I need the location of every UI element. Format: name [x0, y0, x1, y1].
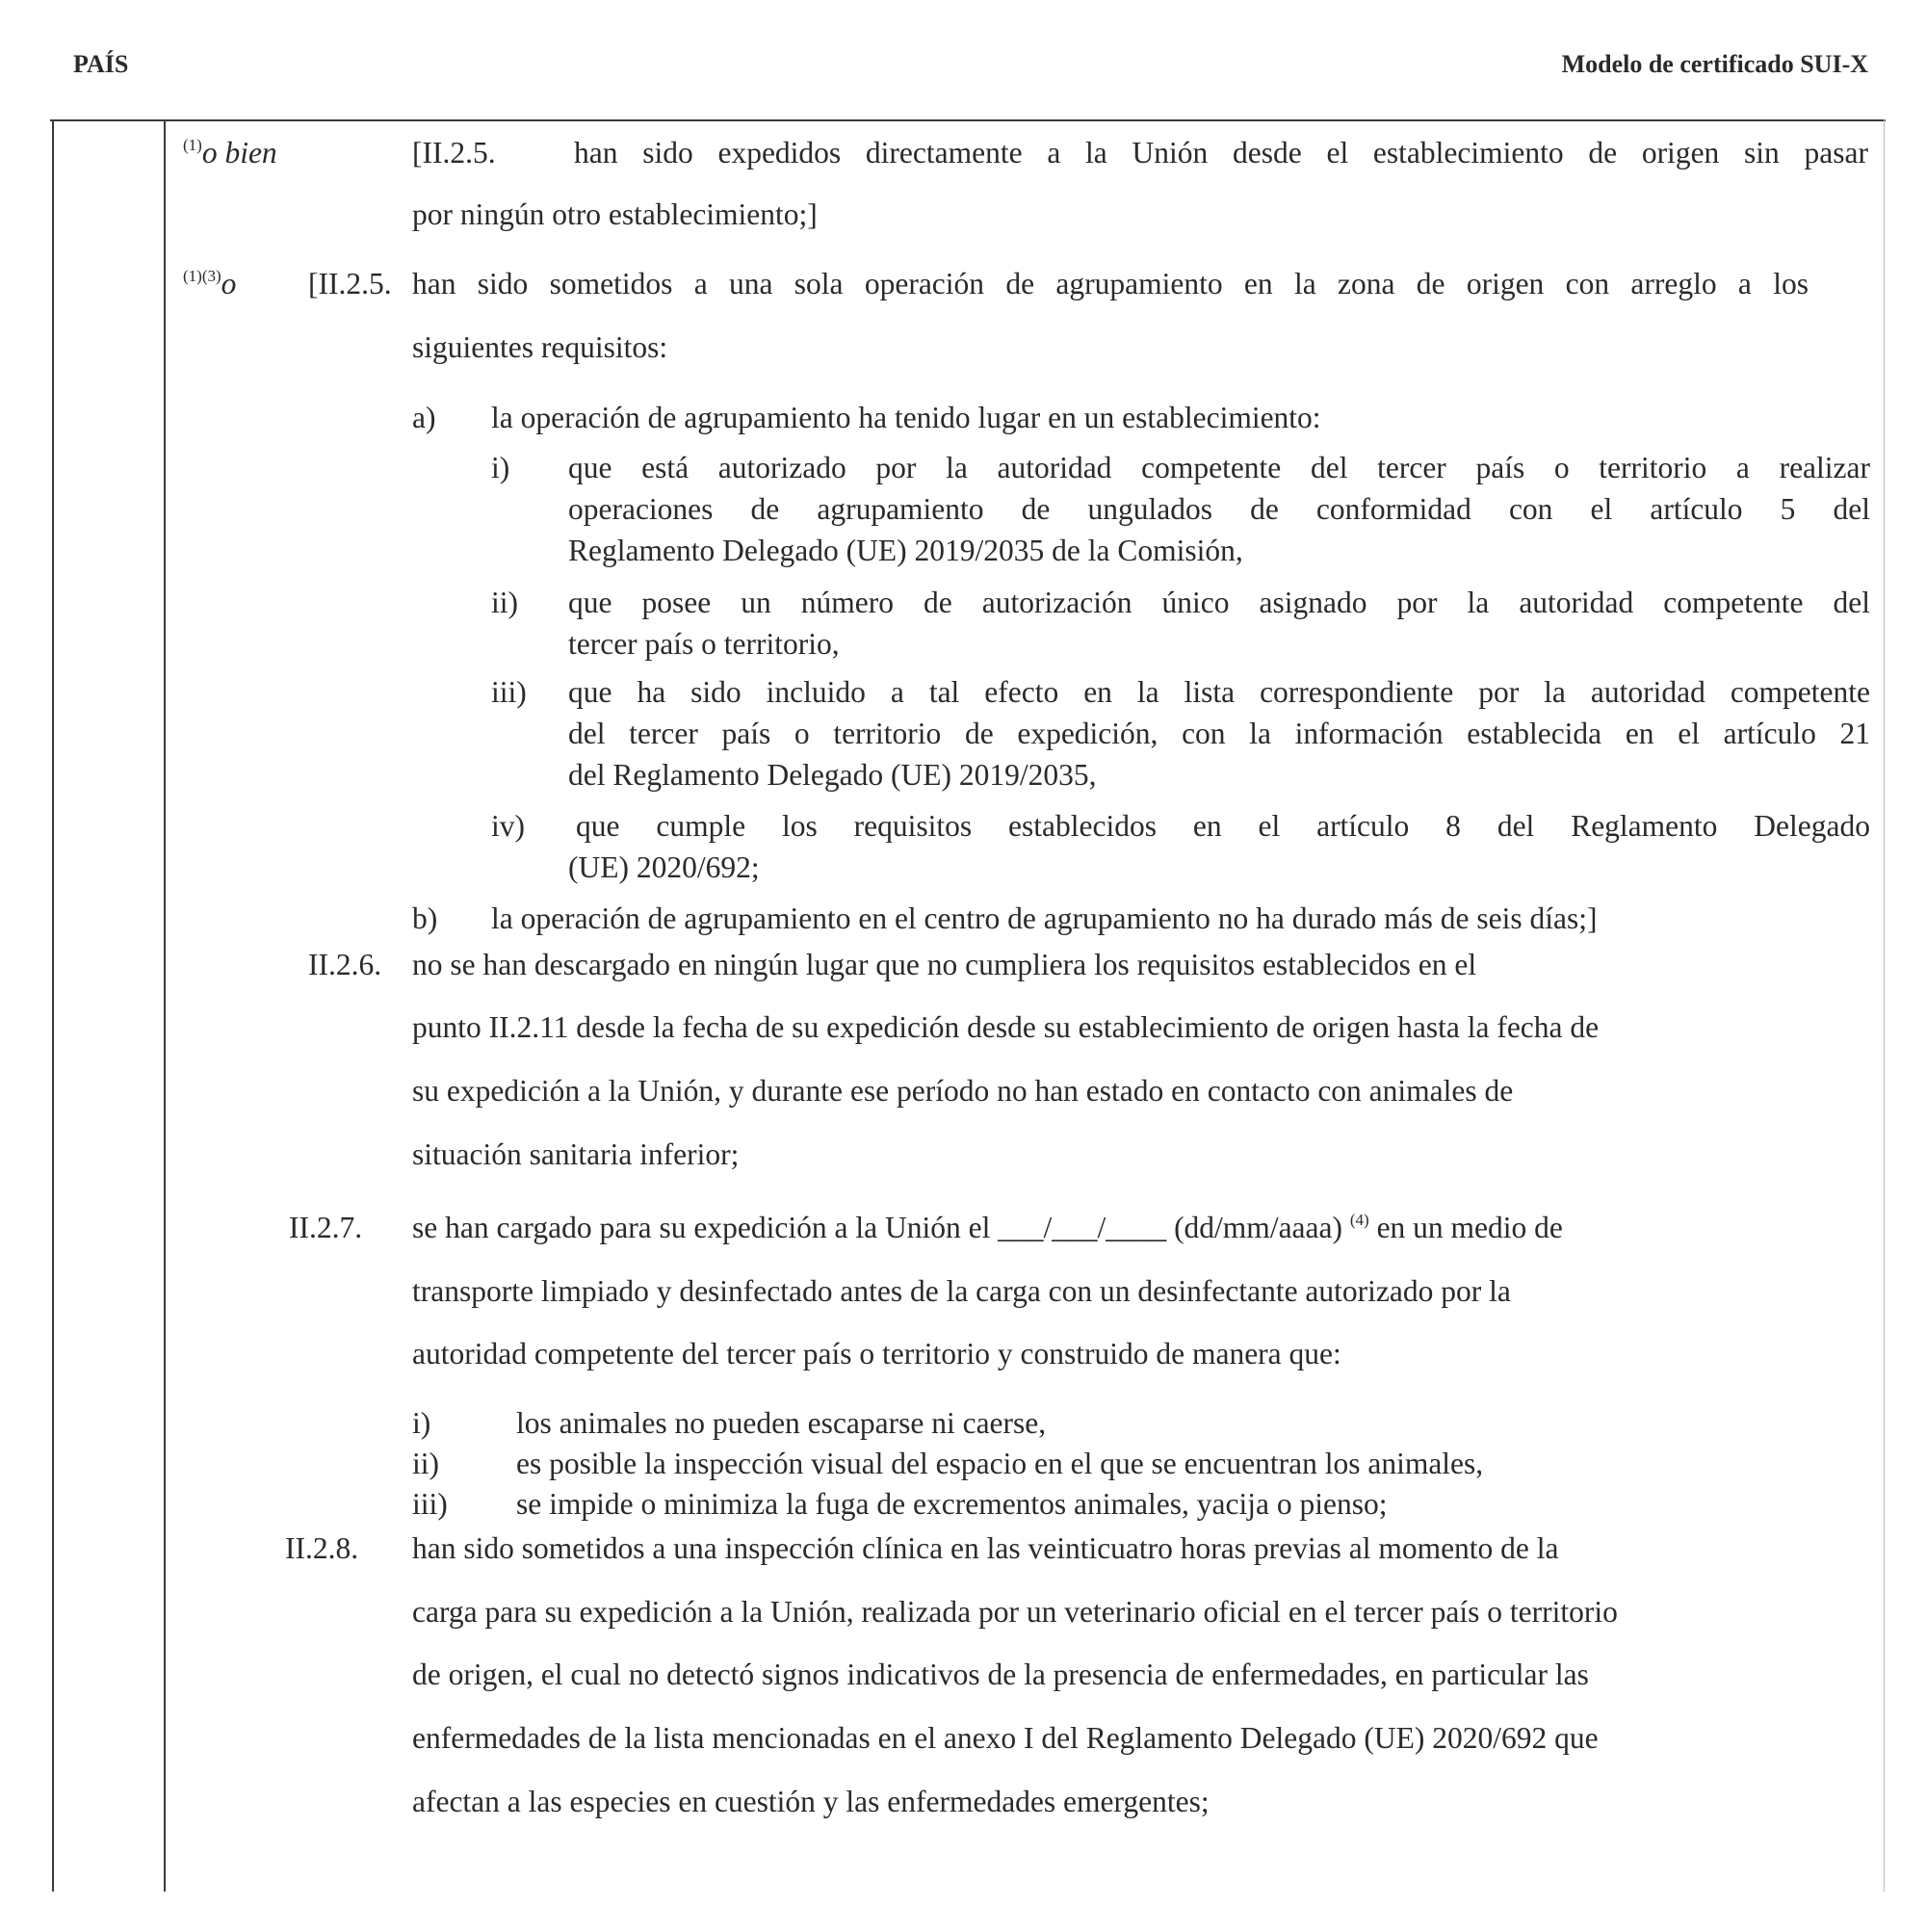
s2-a-iii-line-3: del Reglamento Delegado (UE) 2019/2035, [568, 758, 1097, 792]
s1-marker: $^{(1)}$o bien [183, 136, 277, 170]
column-divider [164, 119, 166, 1892]
s3-line-4: situación sanitaria inferior; [412, 1137, 740, 1171]
s2-a-iii-line-2: del tercer país o territorio de expedición, con la información establecida en el artículo 21 [568, 717, 1870, 750]
s2-a-text: la operación de agrupamiento ha tenido lugar en un establecimiento: [491, 401, 1321, 434]
s2-a-ii-label: ii) [491, 586, 518, 619]
s5-line-4: enfermedades de la lista mencionadas en el anexo I del Reglamento Delegado (UE) 2020/692 que [412, 1721, 1599, 1755]
header-model-title: Modelo de certificado SUI-X [1561, 50, 1868, 78]
s2-line-1: han sido sometidos a una sola operación de agrupamiento en la zona de origen con arreglo a los [412, 267, 1809, 300]
s4-ii-text: es posible la inspección visual del espacio en el que se encuentran los animales, [516, 1447, 1484, 1480]
s2-number: [II.2.5. [308, 267, 392, 300]
s3-line-2: punto II.2.11 desde la fecha de su expedición desde su establecimiento de origen hasta la fecha de [412, 1010, 1600, 1044]
s4-number: II.2.7. [289, 1211, 363, 1244]
header-country: PAÍS [73, 50, 129, 78]
s1-line-1: han sido expedidos directamente a la Unión desde el establecimiento de origen sin pasar [574, 136, 1868, 170]
s2-b-label: b) [412, 901, 438, 935]
s2-a-ii-line-1: que posee un número de autorización único asignado por la autoridad competente del [568, 586, 1870, 619]
left-border [52, 119, 54, 1892]
s4-line-3: autoridad competente del tercer país o territorio y construido de manera que: [412, 1337, 1341, 1371]
s4-iii-label: iii) [412, 1487, 448, 1521]
s4-ii-label: ii) [412, 1447, 439, 1480]
s1-number: [II.2.5. [412, 136, 496, 170]
s4-line-1: se han cargado para su expedición a la Unión el ___/___/____ (dd/mm/aaaa) $^{(4)}$ en un medio de [412, 1211, 1563, 1244]
s3-line-3: su expedición a la Unión, y durante ese período no han estado en contacto con animales de [412, 1074, 1514, 1108]
s2-a-i-label: i) [491, 451, 510, 484]
s4-i-label: i) [412, 1406, 431, 1440]
s2-marker: $^{(1)(3)}$o [183, 267, 237, 300]
s2-a-iii-line-1: que ha sido incluido a tal efecto en la lista correspondiente por la autoridad competente [568, 675, 1870, 709]
s2-a-iv-label: iv) [491, 809, 525, 843]
s2-b-text: la operación de agrupamiento en el centro de agrupamiento no ha durado más de seis días;] [491, 901, 1598, 935]
s5-number: II.2.8. [285, 1531, 359, 1565]
s3-number: II.2.6. [308, 948, 382, 981]
s2-a-iv-line-2: (UE) 2020/692; [568, 850, 760, 884]
s2-a-i-line-3: Reglamento Delegado (UE) 2019/2035 de la Comisión, [568, 534, 1243, 567]
s2-a-iv-line-1: que cumple los requisitos establecidos en el artículo 8 del Reglamento Delegado [576, 809, 1870, 843]
s4-line-2: transporte limpiado y desinfectado antes de la carga con un desinfectante autorizado por la [412, 1274, 1511, 1308]
s5-line-3: de origen, el cual no detectó signos indicativos de la presencia de enfermedades, en particular las [412, 1658, 1589, 1691]
s2-a-i-line-1: que está autorizado por la autoridad competente del tercer país o territorio a realizar [568, 451, 1870, 484]
top-rule [50, 119, 1886, 121]
s5-line-1: han sido sometidos a una inspección clínica en las veinticuatro horas previas al momento de la [412, 1531, 1559, 1565]
s3-line-1: no se han descargado en ningún lugar que no cumpliera los requisitos establecidos en el [412, 948, 1477, 981]
s5-line-5: afectan a las especies en cuestión y las enfermedades emergentes; [412, 1785, 1210, 1818]
s1-line-2: por ningún otro establecimiento;] [412, 197, 818, 231]
right-border [1884, 119, 1885, 1892]
s2-a-ii-line-2: tercer país o territorio, [568, 627, 840, 661]
s2-a-label: a) [412, 401, 436, 434]
s2-a-i-line-2: operaciones de agrupamiento de ungulados de conformidad con el artículo 5 del [568, 492, 1870, 526]
s2-a-iii-label: iii) [491, 675, 527, 709]
s2-line-2: siguientes requisitos: [412, 330, 668, 364]
s4-iii-text: se impide o minimiza la fuga de excrementos animales, yacija o pienso; [516, 1487, 1388, 1521]
s5-line-2: carga para su expedición a la Unión, realizada por un veterinario oficial en el tercer país o territorio [412, 1595, 1618, 1629]
s4-i-text: los animales no pueden escaparse ni caerse, [516, 1406, 1047, 1440]
